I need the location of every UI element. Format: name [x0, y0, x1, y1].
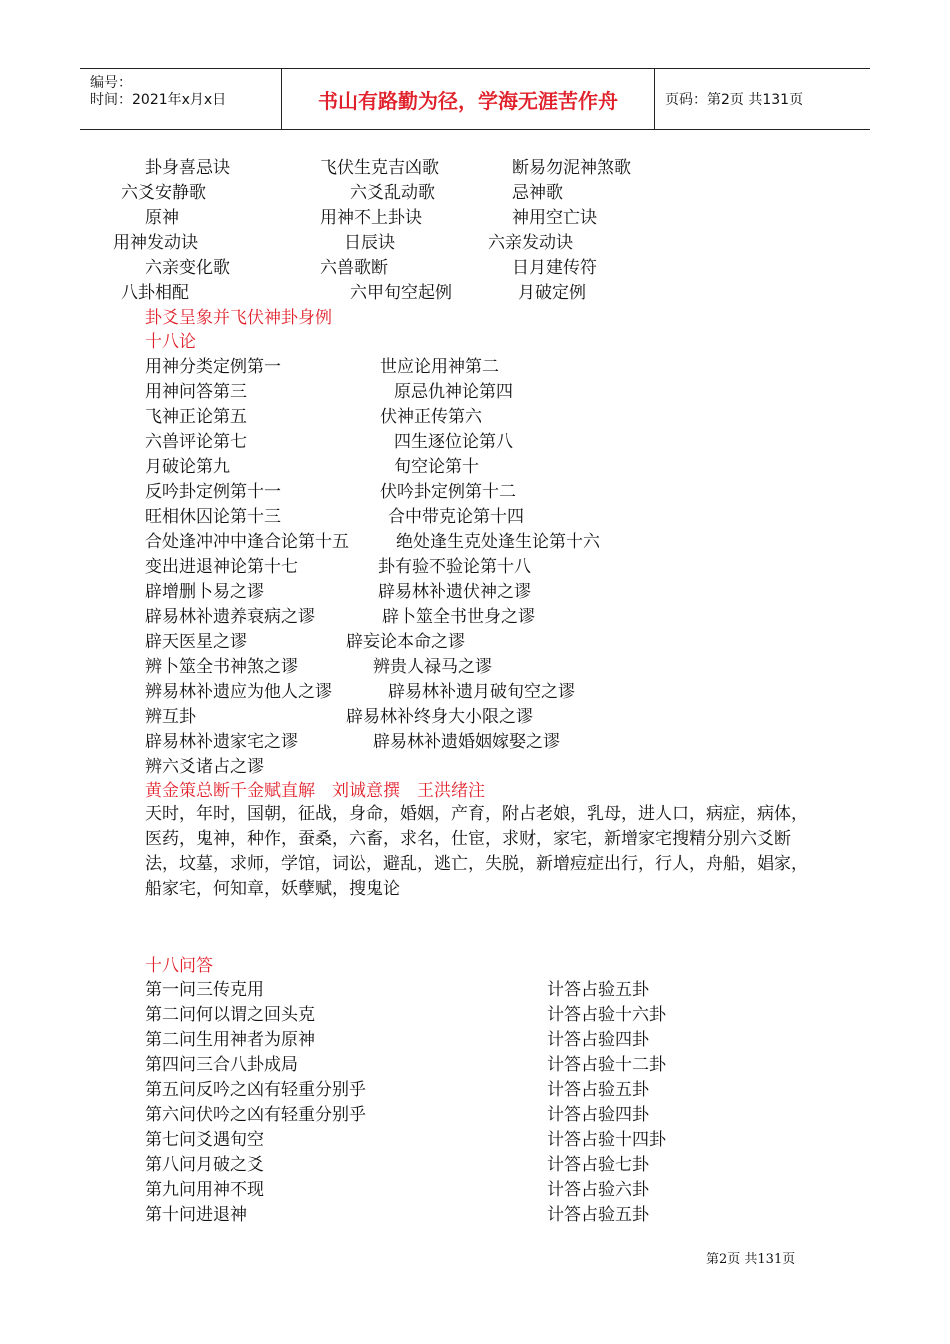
list-item: 六兽评论第七	[145, 432, 247, 452]
list-item: 辟天医星之谬	[145, 632, 247, 652]
list-item: 变出进退神论第十七	[145, 557, 298, 577]
list-item: 辟卜筮全书世身之谬	[382, 607, 535, 627]
list-item: 辟易林补遗家宅之谬	[145, 732, 298, 752]
list-item: 四生逐位论第八	[394, 432, 513, 452]
list-item: 辟易林补遗婚姻嫁娶之谬	[373, 732, 560, 752]
qa-question: 第一问三传克用	[145, 980, 264, 1000]
toc-item: 八卦相配	[121, 283, 189, 303]
qa-answer: 计答占验六卦	[547, 1180, 649, 1200]
toc-item: 断易勿泥神煞歌	[512, 158, 631, 178]
serial-label: 编号：	[90, 75, 132, 91]
toc-item: 日月建传符	[512, 258, 597, 278]
toc-item: 日辰诀	[344, 233, 395, 253]
qa-answer: 计答占验五卦	[547, 1080, 649, 1100]
qa-answer: 计答占验七卦	[547, 1155, 649, 1175]
toc-item: 月破定例	[518, 283, 586, 303]
list-item: 旺相休囚论第十三	[145, 507, 281, 527]
list-item: 原忌仇神论第四	[394, 382, 513, 402]
qa-question: 第二问何以谓之回头克	[145, 1005, 315, 1025]
list-item: 伏神正传第六	[380, 407, 482, 427]
list-item: 用神问答第三	[145, 382, 247, 402]
list-item: 卦有验不验论第十八	[378, 557, 531, 577]
toc-item: 六亲变化歌	[145, 258, 230, 278]
header-page-label: 页码：第2页 共131页	[665, 92, 804, 108]
list-item: 旬空论第十	[394, 457, 479, 477]
section-title: 十八论	[145, 332, 196, 352]
list-item: 反吟卦定例第十一	[145, 482, 281, 502]
list-item: 绝处逢生克处逢生论第十六	[396, 532, 600, 552]
qa-answer: 计答占验四卦	[547, 1030, 649, 1050]
list-item: 辟妄论本命之谬	[346, 632, 465, 652]
qa-answer: 计答占验五卦	[547, 1205, 649, 1225]
list-item: 辨互卦	[145, 707, 196, 727]
list-item: 辟易林补遗伏神之谬	[378, 582, 531, 602]
list-item: 辨六爻诸占之谬	[145, 757, 264, 777]
toc-item: 六亲发动诀	[488, 233, 573, 253]
list-item: 辟易林补遗养衰病之谬	[145, 607, 315, 627]
list-item: 用神分类定例第一	[145, 357, 281, 377]
section-title: 卦爻呈象并飞伏神卦身例	[145, 308, 332, 328]
list-item: 辨卜筮全书神煞之谬	[145, 657, 298, 677]
qa-question: 第四问三合八卦成局	[145, 1055, 298, 1075]
toc-item: 原神	[145, 208, 179, 228]
qa-answer: 计答占验四卦	[547, 1105, 649, 1125]
qa-question: 第七问爻遇旬空	[145, 1130, 264, 1150]
list-item: 月破论第九	[145, 457, 230, 477]
date-label: 时间：2021年x月x日	[90, 92, 227, 108]
toc-item: 忌神歌	[512, 183, 563, 203]
toc-item: 六爻安静歌	[121, 183, 206, 203]
qa-question: 第九问用神不现	[145, 1180, 264, 1200]
list-item: 辨贵人禄马之谬	[373, 657, 492, 677]
header-info-cell	[80, 69, 282, 129]
header-motto: 书山有路勤为径，学海无涯苦作舟	[282, 69, 655, 129]
qa-question: 第八问月破之爻	[145, 1155, 264, 1175]
list-item: 合处逢冲冲中逢合论第十五	[145, 532, 349, 552]
toc-item: 用神不上卦诀	[320, 208, 422, 228]
list-item: 辟易林补终身大小限之谬	[346, 707, 533, 727]
toc-item: 飞伏生克吉凶歌	[320, 158, 439, 178]
list-item: 世应论用神第二	[380, 357, 499, 377]
qa-answer: 计答占验十二卦	[547, 1055, 666, 1075]
toc-item: 六兽歌断	[320, 258, 388, 278]
section-title: 十八问答	[145, 956, 213, 976]
section-title: 黄金策总断千金赋直解 刘诚意撰 王洪绪注	[145, 781, 485, 801]
qa-question: 第五问反吟之凶有轻重分别乎	[145, 1080, 366, 1100]
toc-item: 用神发动诀	[113, 233, 198, 253]
list-item: 辟易林补遗月破旬空之谬	[388, 682, 575, 702]
qa-answer: 计答占验十四卦	[547, 1130, 666, 1150]
page-header	[80, 68, 870, 130]
list-item: 辟增删卜易之谬	[145, 582, 264, 602]
section-paragraph: 天时，年时，国朝，征战，身命，婚姻，产育，附占老娘，乳母，进人口，病症，病体，医药，鬼神，种作，蚕桑，六畜，求名，仕宦，求财，家宅，新增家宅搜精分别六爻断法，坟墓，求师，学馆，词讼，避乱，逃亡，失脱，新增痘症出行，行人，舟船，娼家，船家宅，何知章，妖孽赋，搜鬼论	[145, 804, 808, 899]
qa-question: 第十问进退神	[145, 1205, 247, 1225]
toc-item: 六甲旬空起例	[350, 283, 452, 303]
list-item: 飞神正论第五	[145, 407, 247, 427]
list-item: 合中带克论第十四	[388, 507, 524, 527]
toc-item: 卦身喜忌诀	[145, 158, 230, 178]
list-item: 辨易林补遗应为他人之谬	[145, 682, 332, 702]
qa-question: 第六问伏吟之凶有轻重分别乎	[145, 1105, 366, 1125]
qa-question: 第二问生用神者为原神	[145, 1030, 315, 1050]
qa-answer: 计答占验十六卦	[547, 1005, 666, 1025]
toc-item: 六爻乱动歌	[350, 183, 435, 203]
page-footer: 第2页 共131页	[706, 1252, 796, 1267]
qa-answer: 计答占验五卦	[547, 980, 649, 1000]
list-item: 伏吟卦定例第十二	[380, 482, 516, 502]
toc-item: 神用空亡诀	[512, 208, 597, 228]
